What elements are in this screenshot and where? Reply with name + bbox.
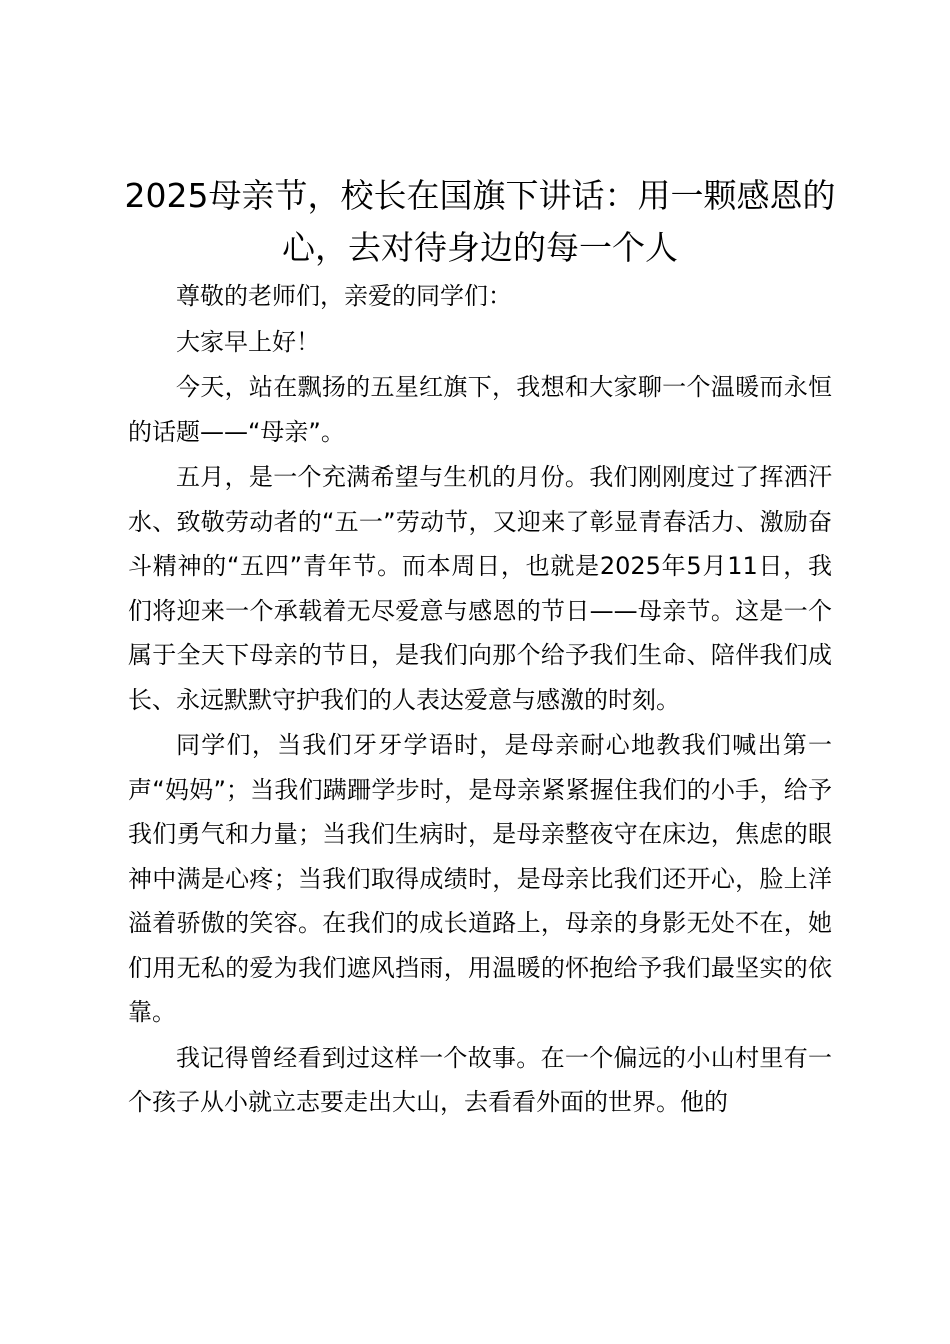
- body-paragraph: 我记得曾经看到过这样一个故事。在一个偏远的小山村里有一个孩子从小就立志要走出大山，去看看外面的世界。他的: [128, 1043, 832, 1116]
- document-body: [128, 274, 832, 1125]
- body-paragraph: 五月，是一个充满希望与生机的月份。我们刚刚度过了挥洒汗水、致敬劳动者的“五一”劳动节，又迎来了彰显青春活力、激励奋斗精神的“五四”青年节。而本周日，也就是2025年5月11日，我们将迎来一个承载着无尽爱意与感恩的节日——母亲节。这是一个属于全天下母亲的节日，是我们向那个给予我们生命、陪伴我们成长、永远默默守护我们的人表达爱意与感激的时刻。: [128, 463, 832, 714]
- greeting-paragraph: 大家早上好！: [176, 327, 320, 356]
- body-paragraph: 今天，站在飘扬的五星红旗下，我想和大家聊一个温暖而永恒的话题——“母亲”。: [128, 373, 832, 446]
- body-paragraph: 同学们，当我们牙牙学语时，是母亲耐心地教我们喊出第一声“妈妈”；当我们蹒跚学步时，是母亲紧紧握住我们的小手，给予我们勇气和力量；当我们生病时，是母亲整夜守在床边，焦虑的眼神中满是心疼；当我们取得成绩时，是母亲比我们还开心，脸上洋溢着骄傲的笑容。在我们的成长道路上，母亲的身影无处不在，她们用无私的爱为我们遮风挡雨，用温暖的怀抱给予我们最坚实的依靠。: [128, 731, 832, 1026]
- document-page: [124, 170, 836, 1125]
- document-title: 2025母亲节，校长在国旗下讲话：用一颗感恩的心，去对待身边的每一个人: [124, 176, 836, 267]
- salutation-paragraph: 尊敬的老师们，亲爱的同学们：: [176, 282, 512, 310]
